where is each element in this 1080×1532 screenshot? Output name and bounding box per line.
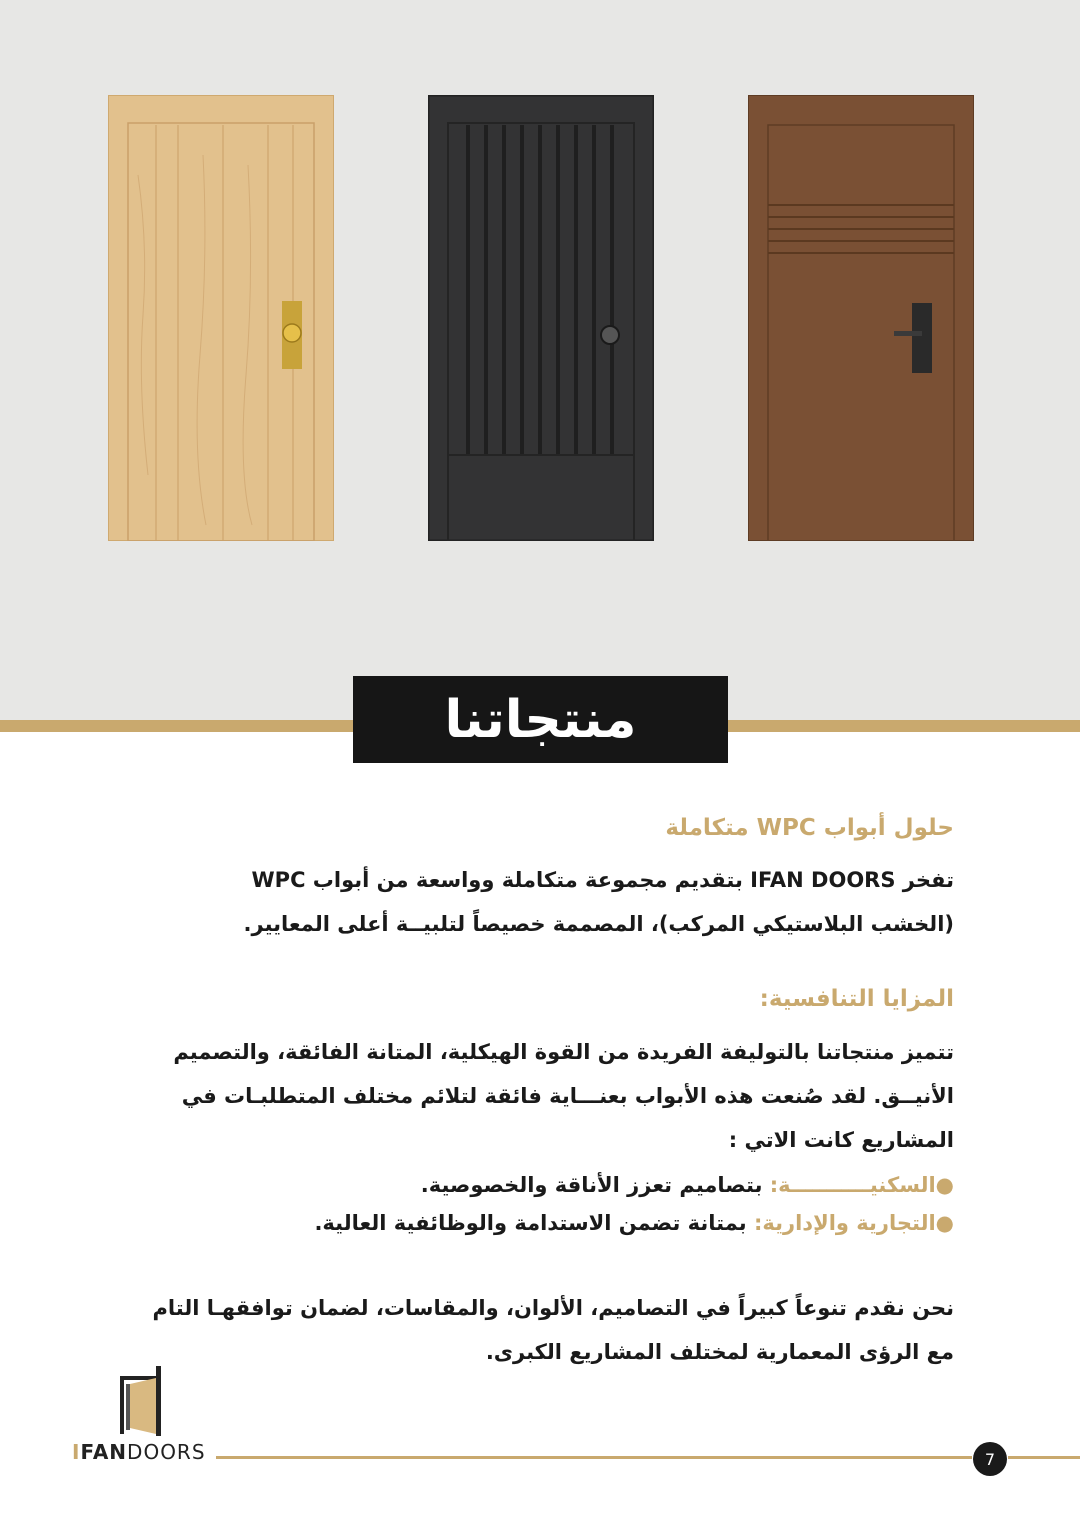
bullet-item-commercial: ●التجارية والإدارية: بمتانة تضمن الاستدامة والوظائفية العالية. — [314, 1211, 954, 1235]
section1-heading: حلول أبواب WPC متكاملة — [665, 815, 954, 841]
section2-line: المشاريع كانت الاتي : — [728, 1128, 954, 1152]
footer-line-right — [1008, 1456, 1080, 1459]
ifan-doors-wordmark: IFANDOORS — [72, 1440, 206, 1464]
charcoal-fluted-door-image — [428, 95, 654, 541]
walnut-door-image — [748, 95, 974, 541]
page-title-box — [353, 676, 728, 763]
section3-line: مع الرؤى المعمارية لمختلف المشاريع الكبرى. — [485, 1340, 954, 1364]
page-number-badge: 7 — [973, 1442, 1007, 1476]
bullet-item-residential: ●السكنيـــــــــــة: بتصاميم تعزز الأناقة والخصوصية. — [420, 1173, 954, 1197]
section2-heading: المزايا التنافسية: — [759, 986, 954, 1012]
section3-paragraph — [120, 1286, 954, 1374]
bullet-dot-icon: ● — [935, 1211, 954, 1235]
section2-paragraph — [120, 1030, 954, 1162]
section3-line: نحن نقدم تنوعاً كبيراً في التصاميم، الألوان، والمقاسات، لضمان توافقهـا التام — [152, 1296, 954, 1320]
section1-line: (الخشب البلاستيكي المركب)، المصممة خصيصاً لتلبيــة أعلى المعايير. — [243, 912, 954, 936]
light-oak-door-image — [108, 95, 334, 541]
section1-line: تفخر IFAN DOORS بتقديم مجموعة متكاملة وواسعة من أبواب WPC — [251, 868, 954, 892]
section2-line: تتميز منتجاتنا بالتوليفة الفريدة من القوة الهيكلية، المتانة الفائقة، والتصميم — [173, 1040, 954, 1064]
footer-line-left — [216, 1456, 972, 1459]
section2-line: الأنيــق. لقد صُنعت هذه الأبواب بعنـــاية فائقة لتلائم مختلف المتطلبـات في — [181, 1084, 954, 1108]
bullet-list — [120, 1166, 954, 1242]
section1-paragraph — [120, 858, 954, 946]
bullet-dot-icon: ● — [935, 1173, 954, 1197]
page-title: منتجاتنا — [444, 689, 637, 750]
